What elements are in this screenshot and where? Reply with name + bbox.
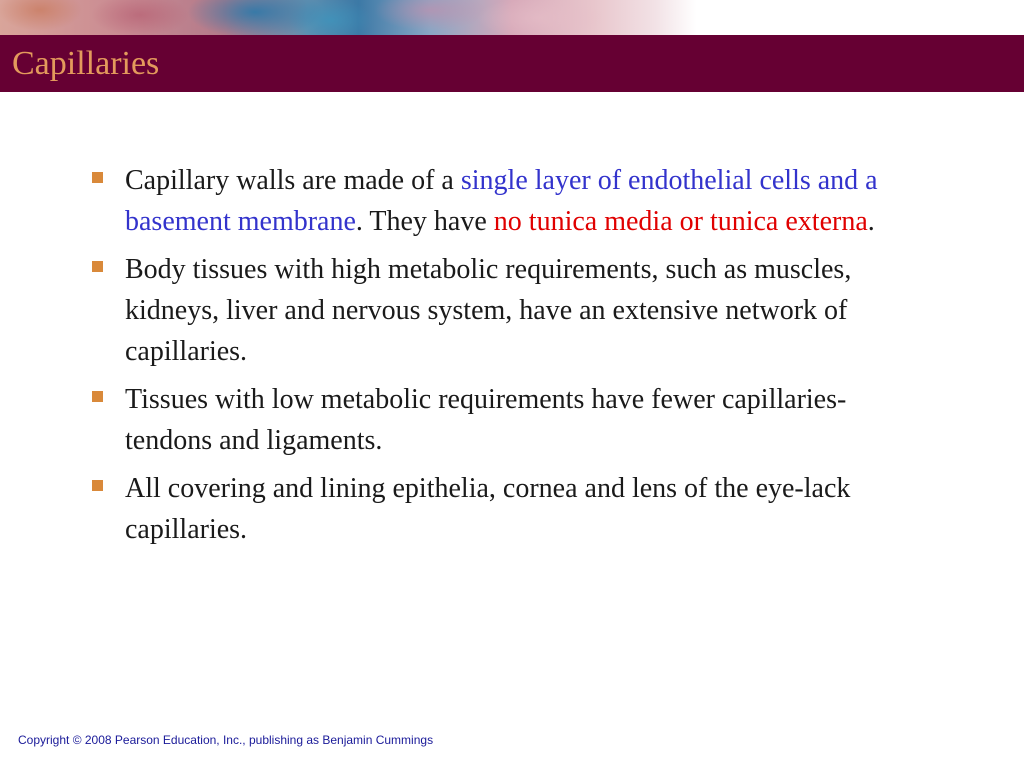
header-banner-image xyxy=(0,0,1024,35)
square-bullet-icon xyxy=(92,261,103,272)
highlight-tunica-text: no tunica media or tunica externa xyxy=(493,206,868,237)
bullet-text: Body tissues with high metabolic requirements, such as muscles, kidneys, liver and nervous system, have an extensive network of capillaries. xyxy=(125,254,852,367)
bullet-list xyxy=(88,160,908,557)
copyright-footer: Copyright © 2008 Pearson Education, Inc., publishing as Benjamin Cummings xyxy=(18,733,434,747)
square-bullet-icon xyxy=(92,391,103,402)
square-bullet-icon xyxy=(92,172,103,183)
bullet-text: . xyxy=(867,206,875,237)
bullet-item-lack-capillaries xyxy=(88,468,908,550)
bullet-text: Capillary walls are made of a xyxy=(125,165,461,196)
bullet-item-high-metabolic xyxy=(88,249,908,372)
bullet-item-low-metabolic xyxy=(88,379,908,461)
highlight-endothelial-text: single layer of endothelial cells and a basement membrane xyxy=(125,165,878,237)
bullet-text: All covering and lining epithelia, cornea and lens of the eye-lack capillaries. xyxy=(125,473,851,545)
square-bullet-icon xyxy=(92,480,103,491)
bullet-item-capillary-walls xyxy=(88,160,908,242)
bullet-text: Tissues with low metabolic requirements have fewer capillaries-tendons and ligaments. xyxy=(125,384,847,456)
bullet-text: . They have xyxy=(355,206,494,237)
slide-title: Capillaries xyxy=(12,45,160,82)
